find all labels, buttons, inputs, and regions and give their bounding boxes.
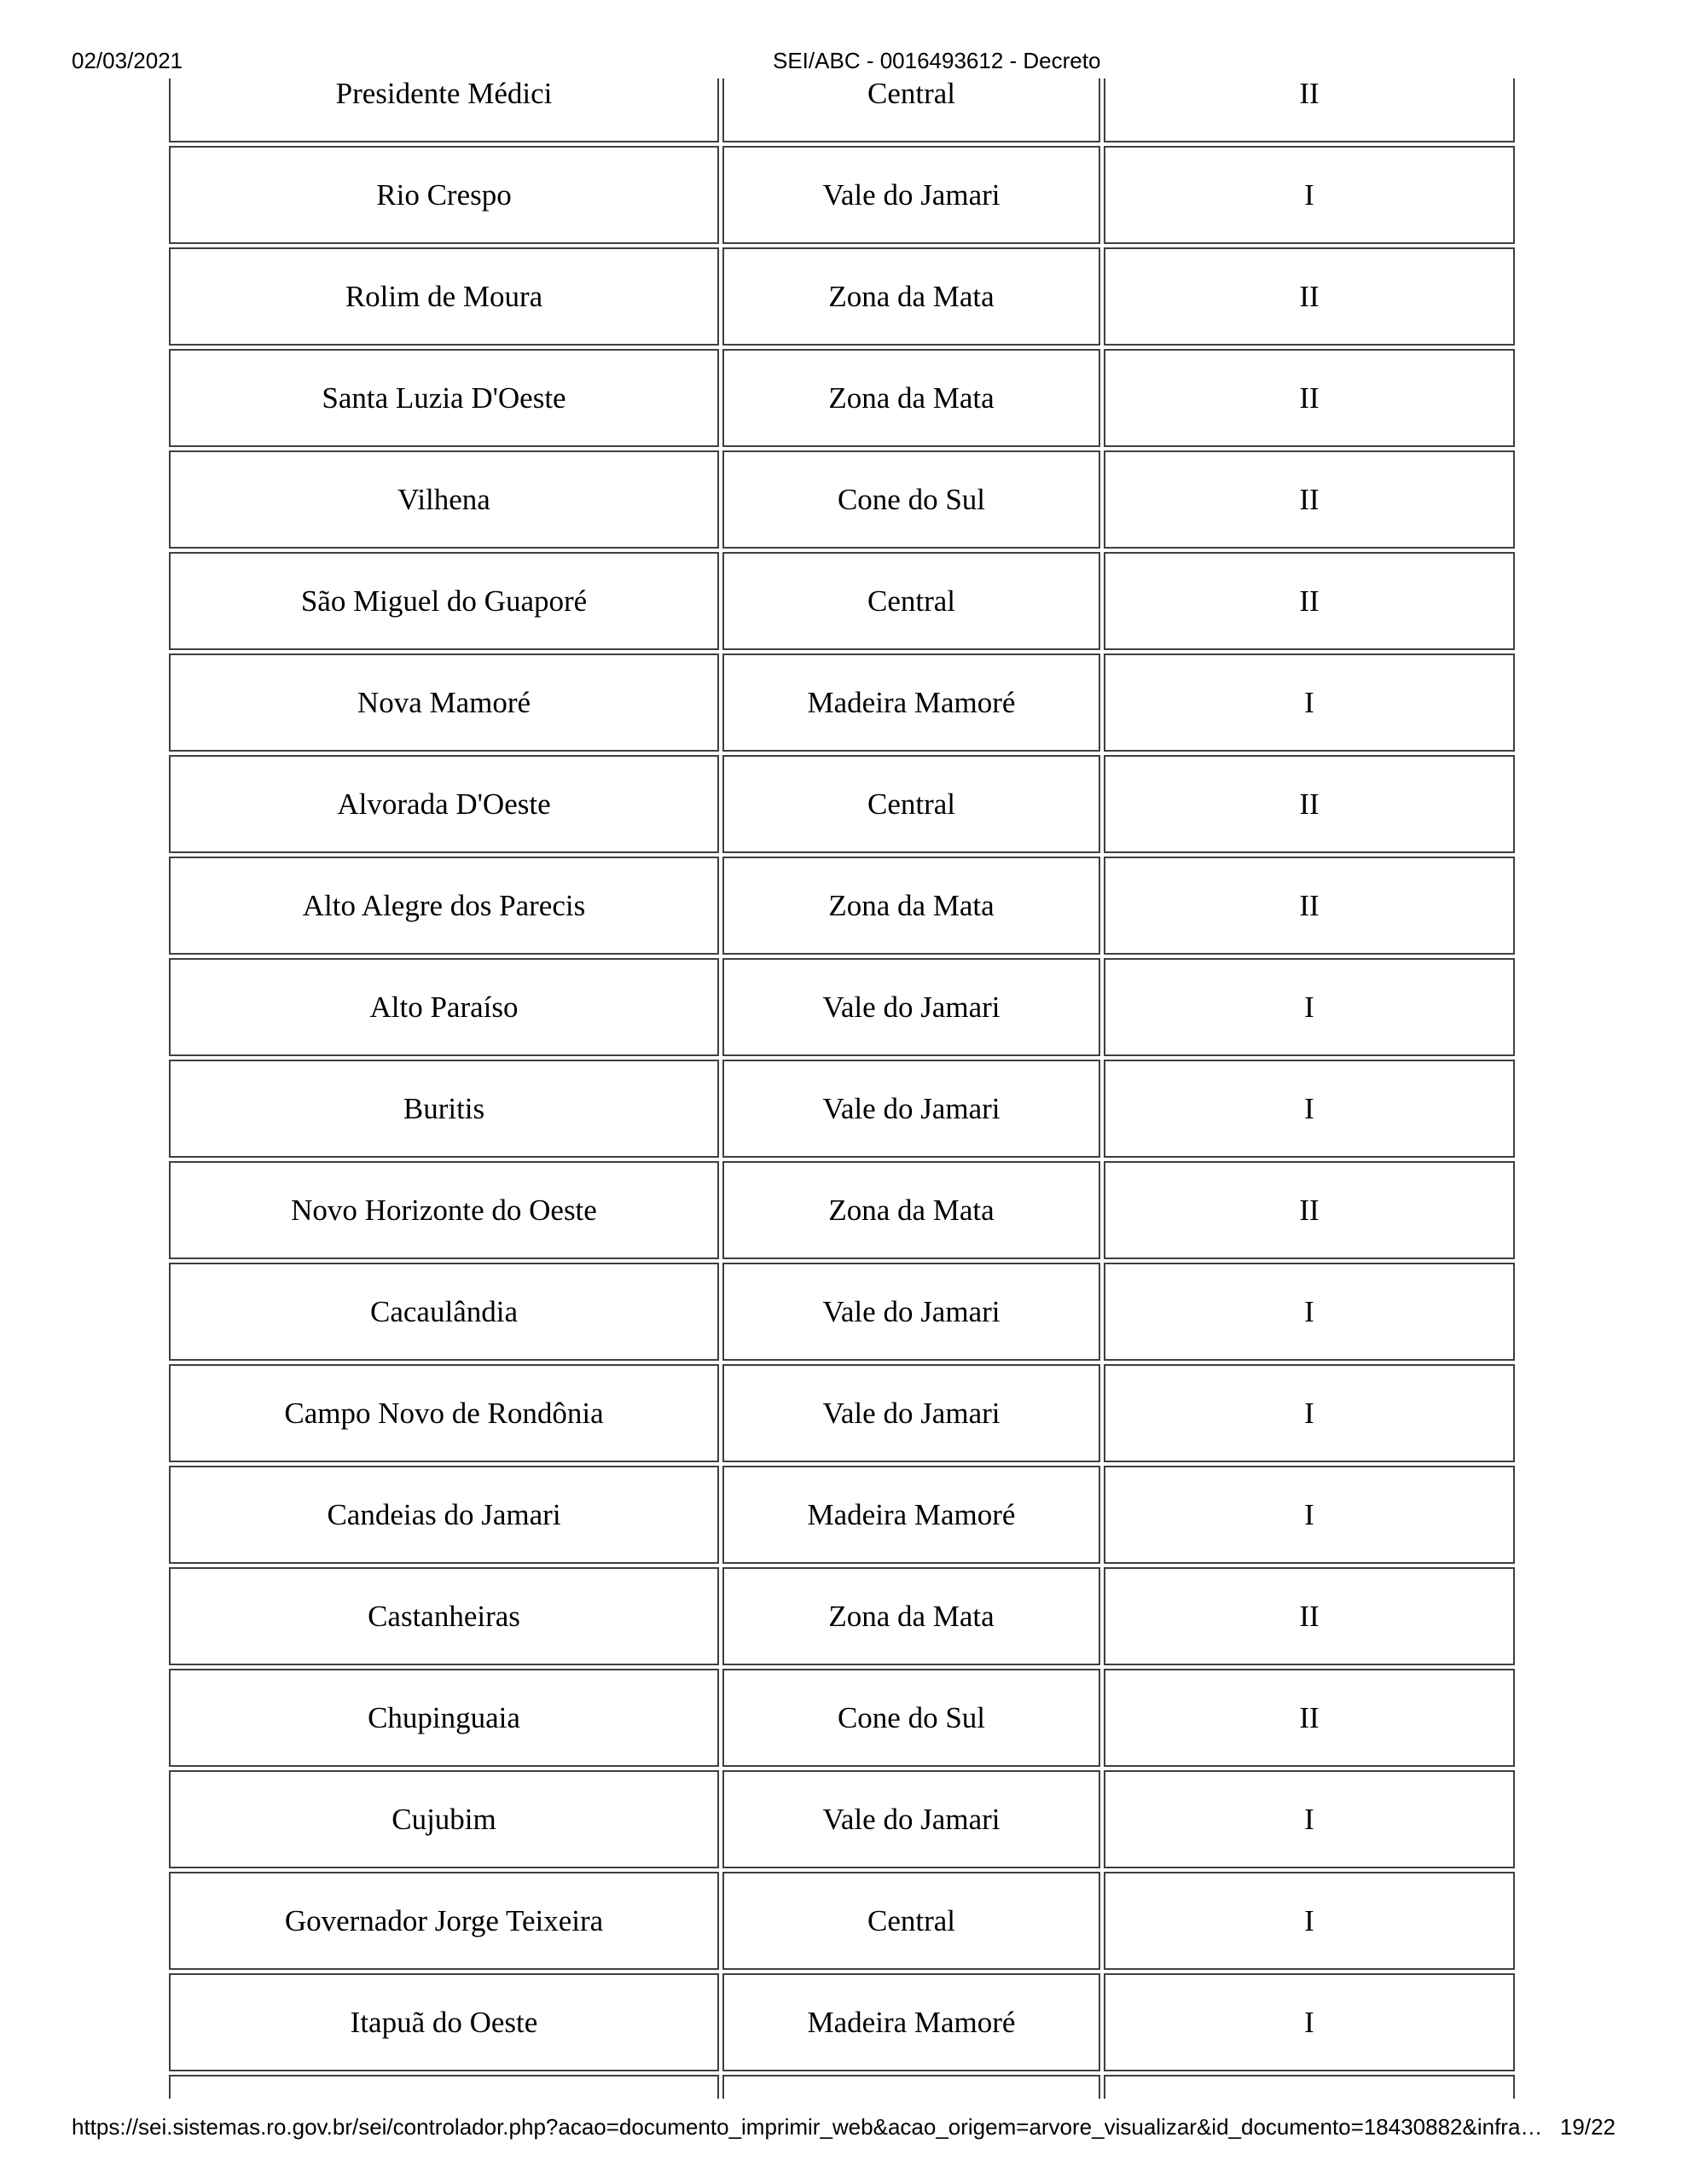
category-cell: II xyxy=(1104,1567,1515,1665)
document-title: SEI/ABC - 0016493612 - Decreto xyxy=(773,48,1101,73)
table-row xyxy=(169,1364,1515,1462)
table-row xyxy=(169,247,1515,346)
municipality-cell: Santa Luzia D'Oeste xyxy=(169,349,719,447)
table-row xyxy=(169,857,1515,955)
municipality-cell: Itapuã do Oeste xyxy=(169,1973,719,2071)
region-cell: Central xyxy=(722,78,1100,142)
region-cell: Cone do Sul xyxy=(722,450,1100,549)
region-cell: Vale do Jamari xyxy=(722,146,1100,244)
region-cell: Zona da Mata xyxy=(722,1161,1100,1259)
municipality-cell: Candeias do Jamari xyxy=(169,1466,719,1564)
category-cell: II xyxy=(1104,1669,1515,1767)
municipality-table xyxy=(165,78,1518,2099)
category-cell: II xyxy=(1104,247,1515,346)
category-cell: II xyxy=(1104,349,1515,447)
municipality-cell: Governador Jorge Teixeira xyxy=(169,1872,719,1970)
table-row xyxy=(169,1060,1515,1158)
category-cell: II xyxy=(1104,857,1515,955)
category-cell: I xyxy=(1104,958,1515,1056)
print-date: 02/03/2021 xyxy=(72,48,183,73)
table-row xyxy=(169,1263,1515,1361)
municipality-cell: Buritis xyxy=(169,1060,719,1158)
category-cell: II xyxy=(1104,552,1515,650)
table-row xyxy=(169,1770,1515,1868)
municipality-cell: Campo Novo de Rondônia xyxy=(169,1364,719,1462)
table-row xyxy=(169,349,1515,447)
region-cell: Central xyxy=(722,755,1100,853)
table-row xyxy=(169,958,1515,1056)
municipality-cell: Novo Horizonte do Oeste xyxy=(169,1161,719,1259)
municipality-cell: Castanheiras xyxy=(169,1567,719,1665)
category-cell: I xyxy=(1104,1060,1515,1158)
category-cell: II xyxy=(1104,1161,1515,1259)
region-cell: Zona da Mata xyxy=(722,247,1100,346)
table-row xyxy=(169,1973,1515,2071)
category-cell: I xyxy=(1104,1872,1515,1970)
municipality-cell: Alto Paraíso xyxy=(169,958,719,1056)
municipality-cell: Cujubim xyxy=(169,1770,719,1868)
municipality-cell: Nova Mamoré xyxy=(169,653,719,752)
municipality-cell: Alvorada D'Oeste xyxy=(169,755,719,853)
municipality-table-body xyxy=(169,78,1515,2099)
region-cell xyxy=(722,2075,1100,2099)
municipality-cell: Rio Crespo xyxy=(169,146,719,244)
table-row xyxy=(169,755,1515,853)
municipality-cell: Presidente Médici xyxy=(169,78,719,142)
municipality-cell: Rolim de Moura xyxy=(169,247,719,346)
region-cell: Central xyxy=(722,1872,1100,1970)
category-cell: II xyxy=(1104,450,1515,549)
municipality-cell: Alto Alegre dos Parecis xyxy=(169,857,719,955)
region-cell: Madeira Mamoré xyxy=(722,1973,1100,2071)
page-number: 19/22 xyxy=(1559,2114,1615,2140)
municipality-cell xyxy=(169,2075,719,2099)
region-cell: Vale do Jamari xyxy=(722,958,1100,1056)
category-cell xyxy=(1104,2075,1515,2099)
table-row xyxy=(169,1466,1515,1564)
municipality-cell: Vilhena xyxy=(169,450,719,549)
region-cell: Central xyxy=(722,552,1100,650)
region-cell: Vale do Jamari xyxy=(722,1263,1100,1361)
region-cell: Zona da Mata xyxy=(722,1567,1100,1665)
table-row xyxy=(169,653,1515,752)
category-cell: II xyxy=(1104,78,1515,142)
category-cell: I xyxy=(1104,1364,1515,1462)
source-url: https://sei.sistemas.ro.gov.br/sei/controlador.php?acao=documento_imprimir_web&acao_origem=arvore_visualizar&id_documento=18430882&infra… xyxy=(72,2114,1543,2140)
category-cell: I xyxy=(1104,1770,1515,1868)
table-row xyxy=(169,1567,1515,1665)
region-cell: Vale do Jamari xyxy=(722,1364,1100,1462)
table-row xyxy=(169,146,1515,244)
category-cell: I xyxy=(1104,1263,1515,1361)
table-row xyxy=(169,1669,1515,1767)
region-cell: Cone do Sul xyxy=(722,1669,1100,1767)
category-cell: II xyxy=(1104,755,1515,853)
category-cell: I xyxy=(1104,1466,1515,1564)
municipality-cell: São Miguel do Guaporé xyxy=(169,552,719,650)
table-row xyxy=(169,450,1515,549)
region-cell: Zona da Mata xyxy=(722,857,1100,955)
region-cell: Zona da Mata xyxy=(722,349,1100,447)
table-row xyxy=(169,552,1515,650)
table-viewport xyxy=(165,78,1523,2099)
category-cell: I xyxy=(1104,1973,1515,2071)
municipality-cell: Chupinguaia xyxy=(169,1669,719,1767)
region-cell: Vale do Jamari xyxy=(722,1770,1100,1868)
category-cell: I xyxy=(1104,146,1515,244)
table-row xyxy=(169,1872,1515,1970)
region-cell: Vale do Jamari xyxy=(722,1060,1100,1158)
municipality-cell: Cacaulândia xyxy=(169,1263,719,1361)
table-row xyxy=(169,1161,1515,1259)
category-cell: I xyxy=(1104,653,1515,752)
region-cell: Madeira Mamoré xyxy=(722,653,1100,752)
table-row xyxy=(169,2075,1515,2099)
table-row xyxy=(169,78,1515,142)
region-cell: Madeira Mamoré xyxy=(722,1466,1100,1564)
